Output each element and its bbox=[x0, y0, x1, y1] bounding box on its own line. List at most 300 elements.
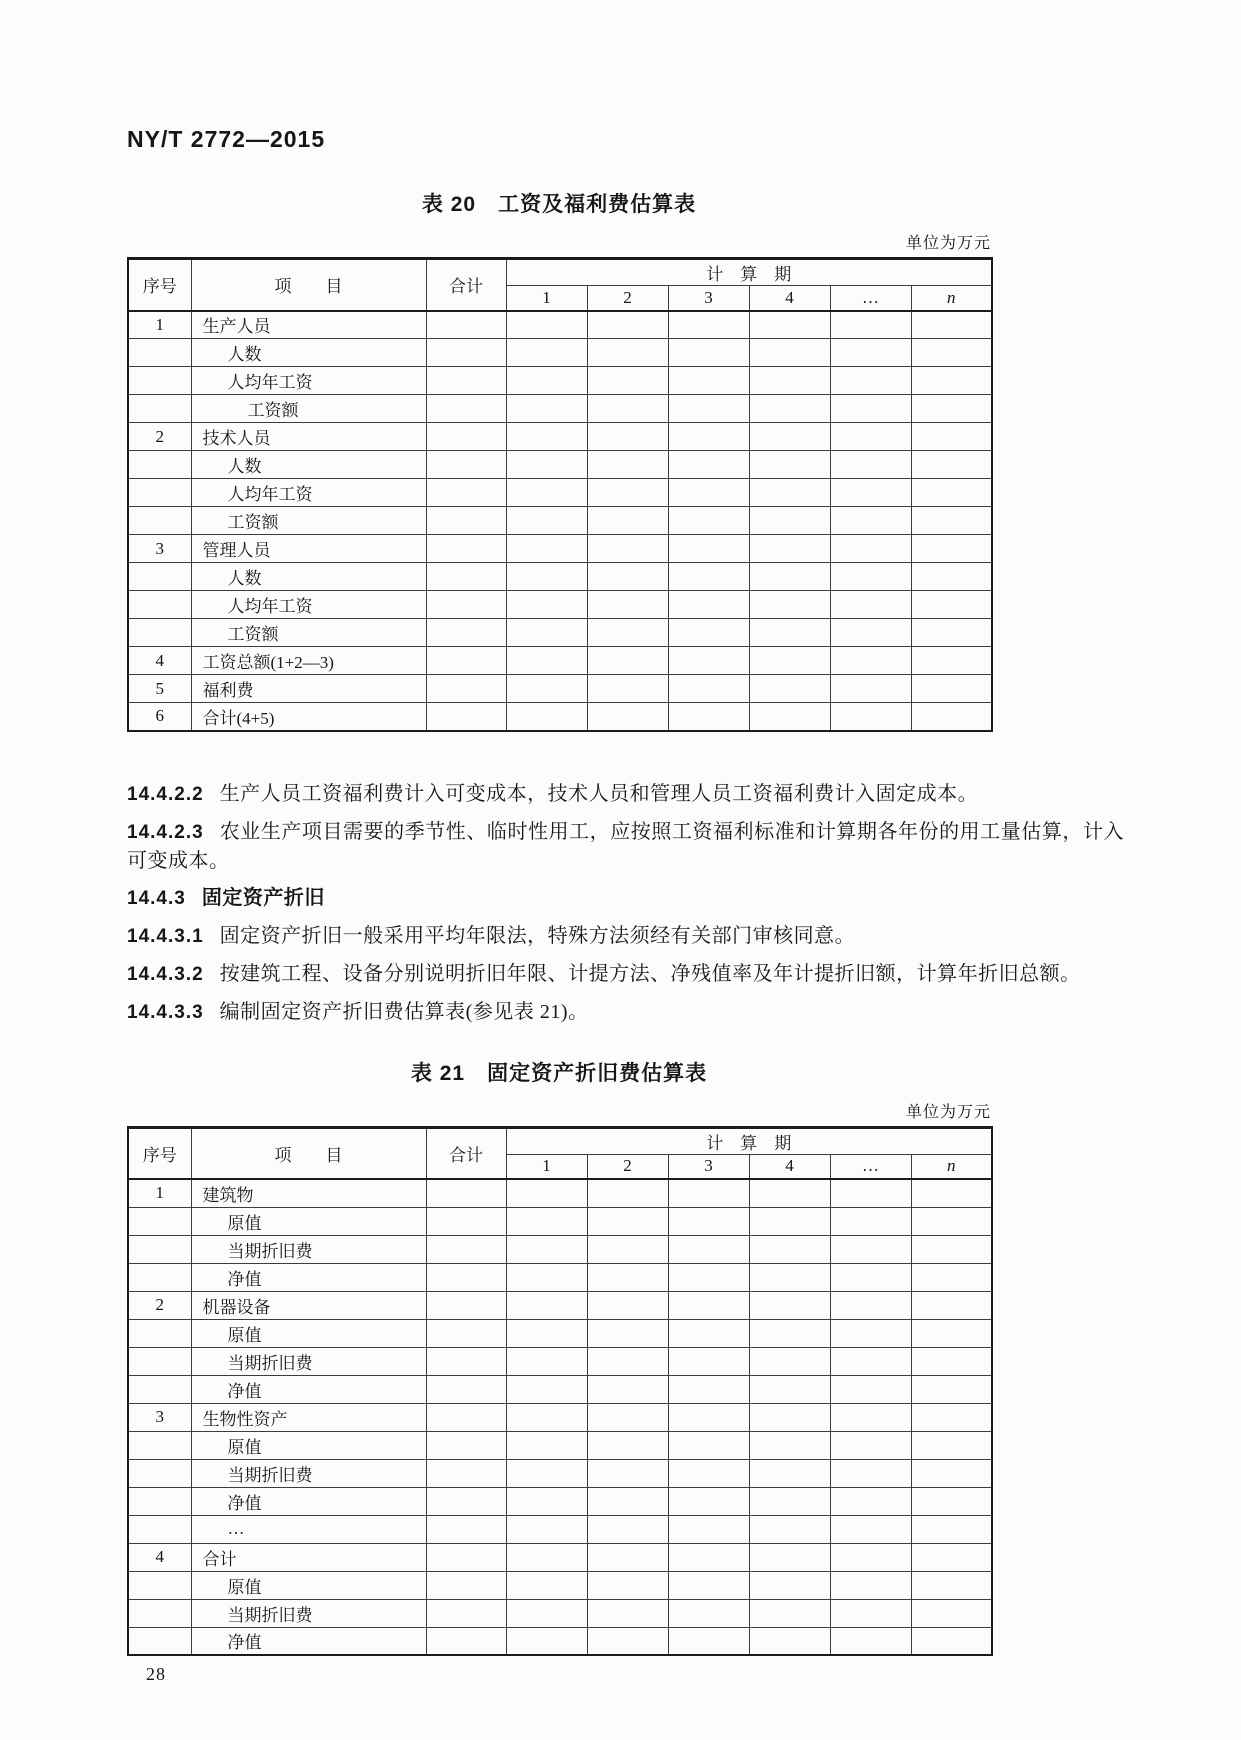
empty-value-cell bbox=[587, 507, 668, 535]
table-row bbox=[128, 367, 992, 395]
empty-value-cell bbox=[506, 1347, 587, 1375]
row-item: 工资额 bbox=[191, 619, 426, 647]
empty-value-cell bbox=[830, 703, 911, 731]
empty-value-cell bbox=[506, 1627, 587, 1655]
row-seq bbox=[128, 1207, 191, 1235]
empty-value-cell bbox=[506, 535, 587, 563]
row-item: 人数 bbox=[191, 451, 426, 479]
clause-text: 编制固定资产折旧费估算表(参见表 21)。 bbox=[219, 1000, 589, 1023]
empty-value-cell bbox=[506, 703, 587, 731]
empty-value-cell bbox=[587, 1235, 668, 1263]
empty-value-cell bbox=[587, 1487, 668, 1515]
table-row bbox=[128, 395, 992, 423]
table-row bbox=[128, 339, 992, 367]
row-seq: 1 bbox=[128, 1179, 191, 1207]
empty-value-cell bbox=[506, 1543, 587, 1571]
row-item: 福利费 bbox=[191, 675, 426, 703]
empty-value-cell bbox=[587, 591, 668, 619]
empty-value-cell bbox=[587, 339, 668, 367]
clause-paragraph bbox=[127, 780, 1124, 809]
empty-value-cell bbox=[749, 1347, 830, 1375]
empty-value-cell bbox=[830, 395, 911, 423]
empty-value-cell bbox=[587, 367, 668, 395]
empty-value-cell bbox=[911, 507, 992, 535]
empty-value-cell bbox=[668, 1515, 749, 1543]
empty-value-cell bbox=[911, 675, 992, 703]
empty-value-cell bbox=[587, 1515, 668, 1543]
period-col-header: 2 bbox=[587, 286, 668, 311]
empty-value-cell bbox=[506, 339, 587, 367]
empty-value-cell bbox=[749, 1599, 830, 1627]
empty-value-cell bbox=[506, 367, 587, 395]
empty-value-cell bbox=[911, 1431, 992, 1459]
empty-value-cell bbox=[587, 1599, 668, 1627]
empty-value-cell bbox=[426, 1375, 506, 1403]
clause-paragraph bbox=[127, 884, 1124, 913]
empty-value-cell bbox=[911, 1403, 992, 1431]
empty-value-cell bbox=[749, 1403, 830, 1431]
table-row bbox=[128, 1543, 992, 1571]
row-seq bbox=[128, 1599, 191, 1627]
row-item: 净值 bbox=[191, 1375, 426, 1403]
empty-value-cell bbox=[506, 647, 587, 675]
table20-title: 表 20 工资及福利费估算表 bbox=[421, 193, 697, 216]
empty-value-cell bbox=[749, 563, 830, 591]
row-item: 工资额 bbox=[191, 507, 426, 535]
clause-number: 14.4.3.3 bbox=[127, 1001, 204, 1023]
empty-value-cell bbox=[911, 1487, 992, 1515]
period-col-header: 4 bbox=[749, 286, 830, 311]
table21 bbox=[127, 1126, 993, 1657]
empty-value-cell bbox=[587, 1319, 668, 1347]
empty-value-cell bbox=[830, 675, 911, 703]
clause-paragraph bbox=[127, 998, 1124, 1027]
col-header-total: 合计 bbox=[426, 259, 506, 311]
row-item: 当期折旧费 bbox=[191, 1459, 426, 1487]
empty-value-cell bbox=[830, 1543, 911, 1571]
clause-number: 14.4.3.2 bbox=[127, 963, 204, 985]
row-seq bbox=[128, 563, 191, 591]
clause-text: 生产人员工资福利费计入可变成本，技术人员和管理人员工资福利费计入固定成本。 bbox=[219, 782, 979, 805]
row-seq: 2 bbox=[128, 1291, 191, 1319]
empty-value-cell bbox=[911, 1207, 992, 1235]
empty-value-cell bbox=[426, 507, 506, 535]
empty-value-cell bbox=[506, 1431, 587, 1459]
empty-value-cell bbox=[426, 591, 506, 619]
empty-value-cell bbox=[749, 1487, 830, 1515]
empty-value-cell bbox=[830, 1459, 911, 1487]
row-item: 人数 bbox=[191, 339, 426, 367]
empty-value-cell bbox=[587, 1179, 668, 1207]
empty-value-cell bbox=[426, 675, 506, 703]
period-col-header: n bbox=[911, 1154, 992, 1179]
empty-value-cell bbox=[668, 1599, 749, 1627]
table21-title: 表 21 固定资产折旧费估算表 bbox=[410, 1061, 708, 1085]
col-header-seq: 序号 bbox=[128, 259, 191, 311]
empty-value-cell bbox=[911, 703, 992, 731]
row-item: 净值 bbox=[191, 1627, 426, 1655]
clause-paragraph bbox=[127, 922, 1124, 951]
row-item: 管理人员 bbox=[191, 535, 426, 563]
empty-value-cell bbox=[506, 311, 587, 339]
table-row bbox=[128, 1459, 992, 1487]
empty-value-cell bbox=[749, 1207, 830, 1235]
row-item: 合计(4+5) bbox=[191, 703, 426, 731]
empty-value-cell bbox=[830, 339, 911, 367]
page-content bbox=[127, 0, 1124, 1656]
empty-value-cell bbox=[749, 591, 830, 619]
empty-value-cell bbox=[426, 1291, 506, 1319]
table-row bbox=[128, 1515, 992, 1543]
row-item: 工资额 bbox=[191, 395, 426, 423]
col-header-period: 计 算 期 bbox=[506, 1127, 992, 1154]
row-seq bbox=[128, 451, 191, 479]
row-seq bbox=[128, 507, 191, 535]
table-row bbox=[128, 1487, 992, 1515]
row-item: 机器设备 bbox=[191, 1291, 426, 1319]
empty-value-cell bbox=[749, 647, 830, 675]
empty-value-cell bbox=[911, 1599, 992, 1627]
empty-value-cell bbox=[426, 395, 506, 423]
period-col-header: 3 bbox=[668, 286, 749, 311]
empty-value-cell bbox=[587, 311, 668, 339]
empty-value-cell bbox=[587, 619, 668, 647]
empty-value-cell bbox=[668, 703, 749, 731]
empty-value-cell bbox=[911, 1375, 992, 1403]
table-row bbox=[128, 1627, 992, 1655]
clause-paragraph bbox=[127, 960, 1124, 989]
empty-value-cell bbox=[830, 1179, 911, 1207]
empty-value-cell bbox=[911, 619, 992, 647]
empty-value-cell bbox=[749, 423, 830, 451]
row-item: 当期折旧费 bbox=[191, 1235, 426, 1263]
empty-value-cell bbox=[749, 479, 830, 507]
row-seq: 2 bbox=[128, 423, 191, 451]
row-item: 当期折旧费 bbox=[191, 1347, 426, 1375]
empty-value-cell bbox=[668, 1459, 749, 1487]
empty-value-cell bbox=[830, 1263, 911, 1291]
empty-value-cell bbox=[668, 1179, 749, 1207]
empty-value-cell bbox=[911, 1263, 992, 1291]
empty-value-cell bbox=[506, 1487, 587, 1515]
empty-value-cell bbox=[830, 451, 911, 479]
empty-value-cell bbox=[830, 479, 911, 507]
empty-value-cell bbox=[830, 1515, 911, 1543]
col-header-item: 项 目 bbox=[191, 1127, 426, 1179]
empty-value-cell bbox=[668, 1235, 749, 1263]
empty-value-cell bbox=[587, 1207, 668, 1235]
empty-value-cell bbox=[668, 535, 749, 563]
table-row bbox=[128, 479, 992, 507]
col-header-seq: 序号 bbox=[128, 1127, 191, 1179]
period-col-header: 1 bbox=[506, 286, 587, 311]
empty-value-cell bbox=[668, 1319, 749, 1347]
empty-value-cell bbox=[668, 507, 749, 535]
row-item: 原值 bbox=[191, 1571, 426, 1599]
empty-value-cell bbox=[506, 1235, 587, 1263]
clause-text: 农业生产项目需要的季节性、临时性用工，应按照工资福利标准和计算期各年份的用工量估算，计入可变成本。 bbox=[127, 820, 1124, 872]
empty-value-cell bbox=[587, 1459, 668, 1487]
empty-value-cell bbox=[506, 675, 587, 703]
empty-value-cell bbox=[587, 1375, 668, 1403]
empty-value-cell bbox=[911, 1571, 992, 1599]
empty-value-cell bbox=[587, 395, 668, 423]
empty-value-cell bbox=[830, 367, 911, 395]
empty-value-cell bbox=[830, 1487, 911, 1515]
row-item: 原值 bbox=[191, 1431, 426, 1459]
empty-value-cell bbox=[911, 1459, 992, 1487]
empty-value-cell bbox=[426, 1571, 506, 1599]
row-seq bbox=[128, 395, 191, 423]
empty-value-cell bbox=[668, 1207, 749, 1235]
empty-value-cell bbox=[506, 395, 587, 423]
empty-value-cell bbox=[426, 563, 506, 591]
row-seq: 3 bbox=[128, 535, 191, 563]
empty-value-cell bbox=[830, 1375, 911, 1403]
empty-value-cell bbox=[911, 451, 992, 479]
row-seq bbox=[128, 1487, 191, 1515]
empty-value-cell bbox=[426, 1263, 506, 1291]
empty-value-cell bbox=[749, 1263, 830, 1291]
empty-value-cell bbox=[911, 647, 992, 675]
empty-value-cell bbox=[830, 507, 911, 535]
row-seq bbox=[128, 1515, 191, 1543]
empty-value-cell bbox=[587, 535, 668, 563]
empty-value-cell bbox=[426, 1347, 506, 1375]
col-header-period: 计 算 期 bbox=[506, 259, 992, 286]
empty-value-cell bbox=[506, 423, 587, 451]
row-seq bbox=[128, 1431, 191, 1459]
empty-value-cell bbox=[911, 1319, 992, 1347]
empty-value-cell bbox=[911, 1235, 992, 1263]
row-item: 人均年工资 bbox=[191, 367, 426, 395]
row-seq: 4 bbox=[128, 647, 191, 675]
empty-value-cell bbox=[426, 1627, 506, 1655]
empty-value-cell bbox=[749, 451, 830, 479]
page-number: 28 bbox=[146, 1664, 166, 1684]
empty-value-cell bbox=[587, 1403, 668, 1431]
empty-value-cell bbox=[506, 1207, 587, 1235]
table21-unit-note: 单位为万元 bbox=[905, 1103, 991, 1121]
empty-value-cell bbox=[426, 311, 506, 339]
empty-value-cell bbox=[911, 1291, 992, 1319]
period-col-header: … bbox=[830, 1154, 911, 1179]
empty-value-cell bbox=[749, 1179, 830, 1207]
empty-value-cell bbox=[506, 1403, 587, 1431]
empty-value-cell bbox=[587, 451, 668, 479]
row-item: 净值 bbox=[191, 1487, 426, 1515]
empty-value-cell bbox=[749, 1319, 830, 1347]
empty-value-cell bbox=[426, 367, 506, 395]
empty-value-cell bbox=[426, 423, 506, 451]
empty-value-cell bbox=[587, 1627, 668, 1655]
empty-value-cell bbox=[506, 1291, 587, 1319]
empty-value-cell bbox=[426, 1207, 506, 1235]
empty-value-cell bbox=[749, 507, 830, 535]
row-seq bbox=[128, 1347, 191, 1375]
table-row bbox=[128, 451, 992, 479]
empty-value-cell bbox=[911, 591, 992, 619]
period-col-header: n bbox=[911, 286, 992, 311]
row-seq: 6 bbox=[128, 703, 191, 731]
empty-value-cell bbox=[506, 479, 587, 507]
table-row bbox=[128, 647, 992, 675]
empty-value-cell bbox=[587, 1291, 668, 1319]
row-item: 人均年工资 bbox=[191, 479, 426, 507]
empty-value-cell bbox=[426, 1179, 506, 1207]
empty-value-cell bbox=[506, 1179, 587, 1207]
empty-value-cell bbox=[506, 1263, 587, 1291]
empty-value-cell bbox=[587, 423, 668, 451]
empty-value-cell bbox=[668, 1571, 749, 1599]
row-seq bbox=[128, 479, 191, 507]
row-item: 建筑物 bbox=[191, 1179, 426, 1207]
empty-value-cell bbox=[830, 1319, 911, 1347]
row-seq bbox=[128, 1263, 191, 1291]
empty-value-cell bbox=[668, 619, 749, 647]
empty-value-cell bbox=[749, 1627, 830, 1655]
empty-value-cell bbox=[749, 1543, 830, 1571]
row-item: 合计 bbox=[191, 1543, 426, 1571]
table-row bbox=[128, 1291, 992, 1319]
clauses-block bbox=[127, 780, 1124, 1027]
empty-value-cell bbox=[911, 1627, 992, 1655]
table-row bbox=[128, 1235, 992, 1263]
empty-value-cell bbox=[587, 647, 668, 675]
empty-value-cell bbox=[830, 1291, 911, 1319]
clause-paragraph bbox=[127, 818, 1124, 875]
empty-value-cell bbox=[668, 395, 749, 423]
empty-value-cell bbox=[911, 339, 992, 367]
table-row bbox=[128, 1571, 992, 1599]
row-item: 工资总额(1+2—3) bbox=[191, 647, 426, 675]
empty-value-cell bbox=[506, 591, 587, 619]
clause-number: 14.4.3 bbox=[127, 887, 186, 909]
row-seq bbox=[128, 339, 191, 367]
standard-code: NY/T 2772—2015 bbox=[127, 126, 326, 152]
empty-value-cell bbox=[426, 1487, 506, 1515]
empty-value-cell bbox=[506, 1571, 587, 1599]
table20 bbox=[127, 257, 993, 732]
empty-value-cell bbox=[426, 451, 506, 479]
empty-value-cell bbox=[587, 1571, 668, 1599]
table-row bbox=[128, 1403, 992, 1431]
row-seq: 3 bbox=[128, 1403, 191, 1431]
empty-value-cell bbox=[830, 1627, 911, 1655]
empty-value-cell bbox=[749, 675, 830, 703]
empty-value-cell bbox=[587, 1263, 668, 1291]
empty-value-cell bbox=[830, 591, 911, 619]
empty-value-cell bbox=[426, 1599, 506, 1627]
empty-value-cell bbox=[668, 367, 749, 395]
row-item: 净值 bbox=[191, 1263, 426, 1291]
empty-value-cell bbox=[506, 507, 587, 535]
empty-value-cell bbox=[911, 395, 992, 423]
empty-value-cell bbox=[830, 1403, 911, 1431]
row-item: 原值 bbox=[191, 1207, 426, 1235]
empty-value-cell bbox=[506, 1319, 587, 1347]
clause-text: 固定资产折旧一般采用平均年限法，特殊方法须经有关部门审核同意。 bbox=[219, 924, 856, 947]
table-row bbox=[128, 423, 992, 451]
empty-value-cell bbox=[749, 535, 830, 563]
table-row bbox=[128, 535, 992, 563]
empty-value-cell bbox=[749, 1375, 830, 1403]
table20-body bbox=[128, 311, 992, 731]
empty-value-cell bbox=[426, 1403, 506, 1431]
empty-value-cell bbox=[911, 1347, 992, 1375]
empty-value-cell bbox=[506, 563, 587, 591]
clause-text: 按建筑工程、设备分别说明折旧年限、计提方法、净残值率及年计提折旧额，计算年折旧总额。 bbox=[219, 962, 1081, 985]
empty-value-cell bbox=[668, 1403, 749, 1431]
empty-value-cell bbox=[587, 703, 668, 731]
empty-value-cell bbox=[749, 1459, 830, 1487]
empty-value-cell bbox=[426, 535, 506, 563]
col-header-item: 项 目 bbox=[191, 259, 426, 311]
empty-value-cell bbox=[668, 1487, 749, 1515]
empty-value-cell bbox=[506, 1515, 587, 1543]
row-seq bbox=[128, 367, 191, 395]
empty-value-cell bbox=[830, 647, 911, 675]
row-seq bbox=[128, 1459, 191, 1487]
empty-value-cell bbox=[668, 1627, 749, 1655]
row-seq bbox=[128, 1571, 191, 1599]
empty-value-cell bbox=[426, 479, 506, 507]
table-row bbox=[128, 1599, 992, 1627]
row-seq bbox=[128, 1627, 191, 1655]
table-row bbox=[128, 1263, 992, 1291]
empty-value-cell bbox=[911, 423, 992, 451]
empty-value-cell bbox=[587, 1347, 668, 1375]
empty-value-cell bbox=[668, 1375, 749, 1403]
empty-value-cell bbox=[426, 703, 506, 731]
empty-value-cell bbox=[668, 647, 749, 675]
empty-value-cell bbox=[830, 311, 911, 339]
row-item: 生产人员 bbox=[191, 311, 426, 339]
table-row bbox=[128, 619, 992, 647]
row-seq bbox=[128, 1319, 191, 1347]
table-row bbox=[128, 1431, 992, 1459]
empty-value-cell bbox=[426, 1319, 506, 1347]
empty-value-cell bbox=[911, 479, 992, 507]
empty-value-cell bbox=[749, 1235, 830, 1263]
empty-value-cell bbox=[668, 311, 749, 339]
row-seq bbox=[128, 1375, 191, 1403]
empty-value-cell bbox=[668, 675, 749, 703]
table-row bbox=[128, 1207, 992, 1235]
empty-value-cell bbox=[668, 339, 749, 367]
table-row bbox=[128, 675, 992, 703]
row-item: 生物性资产 bbox=[191, 1403, 426, 1431]
table-row bbox=[128, 703, 992, 731]
empty-value-cell bbox=[668, 479, 749, 507]
empty-value-cell bbox=[587, 675, 668, 703]
empty-value-cell bbox=[426, 1235, 506, 1263]
empty-value-cell bbox=[830, 1431, 911, 1459]
empty-value-cell bbox=[426, 647, 506, 675]
empty-value-cell bbox=[830, 1347, 911, 1375]
empty-value-cell bbox=[506, 619, 587, 647]
empty-value-cell bbox=[506, 1459, 587, 1487]
empty-value-cell bbox=[749, 1431, 830, 1459]
empty-value-cell bbox=[749, 703, 830, 731]
empty-value-cell bbox=[426, 619, 506, 647]
empty-value-cell bbox=[830, 1571, 911, 1599]
row-item: 原值 bbox=[191, 1319, 426, 1347]
empty-value-cell bbox=[668, 423, 749, 451]
row-item: 技术人员 bbox=[191, 423, 426, 451]
row-item: … bbox=[191, 1515, 426, 1543]
empty-value-cell bbox=[911, 1515, 992, 1543]
